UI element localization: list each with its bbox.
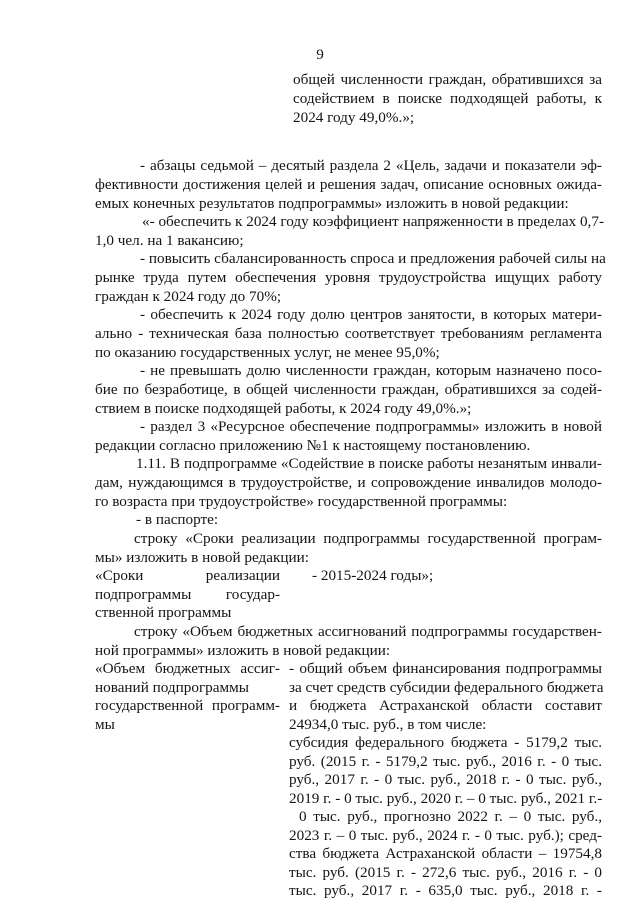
text-line: 1,0 чел. на 1 вакансию;: [95, 232, 244, 249]
text-line: содействием в поиске подходящей работы, к: [293, 90, 602, 107]
text-line: руб. (2015 г. - 5179,2 тыс. руб., 2016 г. - 0 тыс.: [289, 753, 602, 770]
text-line: го возраста при трудоустройстве» государственной программы:: [95, 493, 508, 510]
text-line: ственной программы: [95, 604, 232, 621]
text-line: «Сроки реализации: [95, 567, 280, 584]
text-line: 1.11. В подпрограмме «Содействие в поиске работы незанятым инвали-: [136, 455, 602, 472]
text-line: - общий объем финансирования подпрограммы: [289, 660, 602, 677]
text-line: 24934,0 тыс. руб., в том числе:: [289, 716, 487, 733]
text-line: рынке труда путем обеспечения уровня трудоустройства ищущих работу: [95, 269, 602, 286]
text-line: 2023 г. – 0 тыс. руб., 2024 г. - 0 тыс. руб.); сред-: [289, 827, 602, 844]
text-line: дам, нуждающимся в трудоустройстве, и сопровождение инвалидов молодо-: [95, 474, 602, 491]
text-line: - обеспечить к 2024 году долю центров занятости, в которых матери-: [140, 306, 602, 323]
text-line: государственной программ-: [95, 697, 280, 714]
text-line: 0 тыс. руб., прогнозно 2022 г. – 0 тыс. руб.,: [299, 808, 602, 825]
page-number: 9: [316, 46, 324, 63]
text-line: ства бюджета Астраханской области – 19754,8: [289, 845, 602, 862]
text-line: редакции согласно приложению №1 к настоящему постановлению.: [95, 437, 531, 454]
text-line: мы» изложить в новой редакции:: [95, 549, 309, 566]
text-line: 2019 г. - 0 тыс. руб., 2020 г. – 0 тыс. руб., 2021 г.-: [289, 790, 603, 807]
text-line: ной программы» изложить в новой редакции:: [95, 642, 391, 659]
text-line: руб., 2017 г. - 0 тыс. руб., 2018 г. - 0 тыс. руб.,: [289, 771, 602, 788]
text-line: строку «Объем бюджетных ассигнований подпрограммы государствен-: [134, 623, 602, 640]
text-line: нований подпрограммы: [95, 679, 249, 696]
text-line: «Объем бюджетных ассиг-: [95, 660, 280, 677]
text-line: «- обеспечить к 2024 году коэффициент напряженности в пределах 0,7-: [142, 213, 605, 230]
text-line: - повысить сбалансированность спроса и предложения рабочей силы на: [140, 250, 606, 267]
text-line: граждан к 2024 году до 70%;: [95, 288, 282, 305]
text-line: - абзацы седьмой – десятый раздела 2 «Цель, задачи и показатели эф-: [140, 157, 602, 174]
text-line: - в паспорте:: [136, 511, 219, 528]
text-line: субсидия федерального бюджета - 5179,2 тыс.: [289, 734, 602, 751]
text-line: фективности достижения целей и решения задач, описание основных ожида-: [95, 176, 602, 193]
text-line: мы: [95, 716, 115, 733]
text-line: емых конечных результатов подпрограммы» изложить в новой редакции:: [95, 195, 569, 212]
text-line: тыс. руб. (2015 г. - 272,6 тыс. руб., 2016 г. - 0: [289, 864, 602, 881]
text-line: - раздел 3 «Ресурсное обеспечение подпрограммы» изложить в новой: [140, 418, 602, 435]
text-line: строку «Сроки реализации подпрограммы государственной програм-: [134, 530, 602, 547]
text-line: 2024 году 49,0%.»;: [293, 109, 415, 126]
text-line: общей численности граждан, обратившихся за: [293, 71, 602, 88]
text-line: тыс. руб., 2017 г. - 635,0 тыс. руб., 2018 г. -: [289, 882, 602, 899]
text-line: подпрограммы государ-: [95, 586, 280, 603]
text-line: ально - техническая база полностью соответствует требованиям регламента: [95, 325, 602, 342]
text-line: по оказанию государственных услуг, не менее 95,0%;: [95, 344, 440, 361]
text-line: и бюджета Астраханской области составит: [289, 697, 602, 714]
text-line: ствием в поиске подходящей работы, к 2024 году 49,0%.»;: [95, 400, 472, 417]
text-line: бие по безработице, в общей численности граждан, обратившихся за содей-: [95, 381, 602, 398]
text-line: за счет средств субсидии федерального бюджета: [289, 679, 604, 696]
text-line: - 2015-2024 годы»;: [312, 567, 434, 584]
text-line: - не превышать долю численности граждан, которым назначено посо-: [140, 362, 602, 379]
